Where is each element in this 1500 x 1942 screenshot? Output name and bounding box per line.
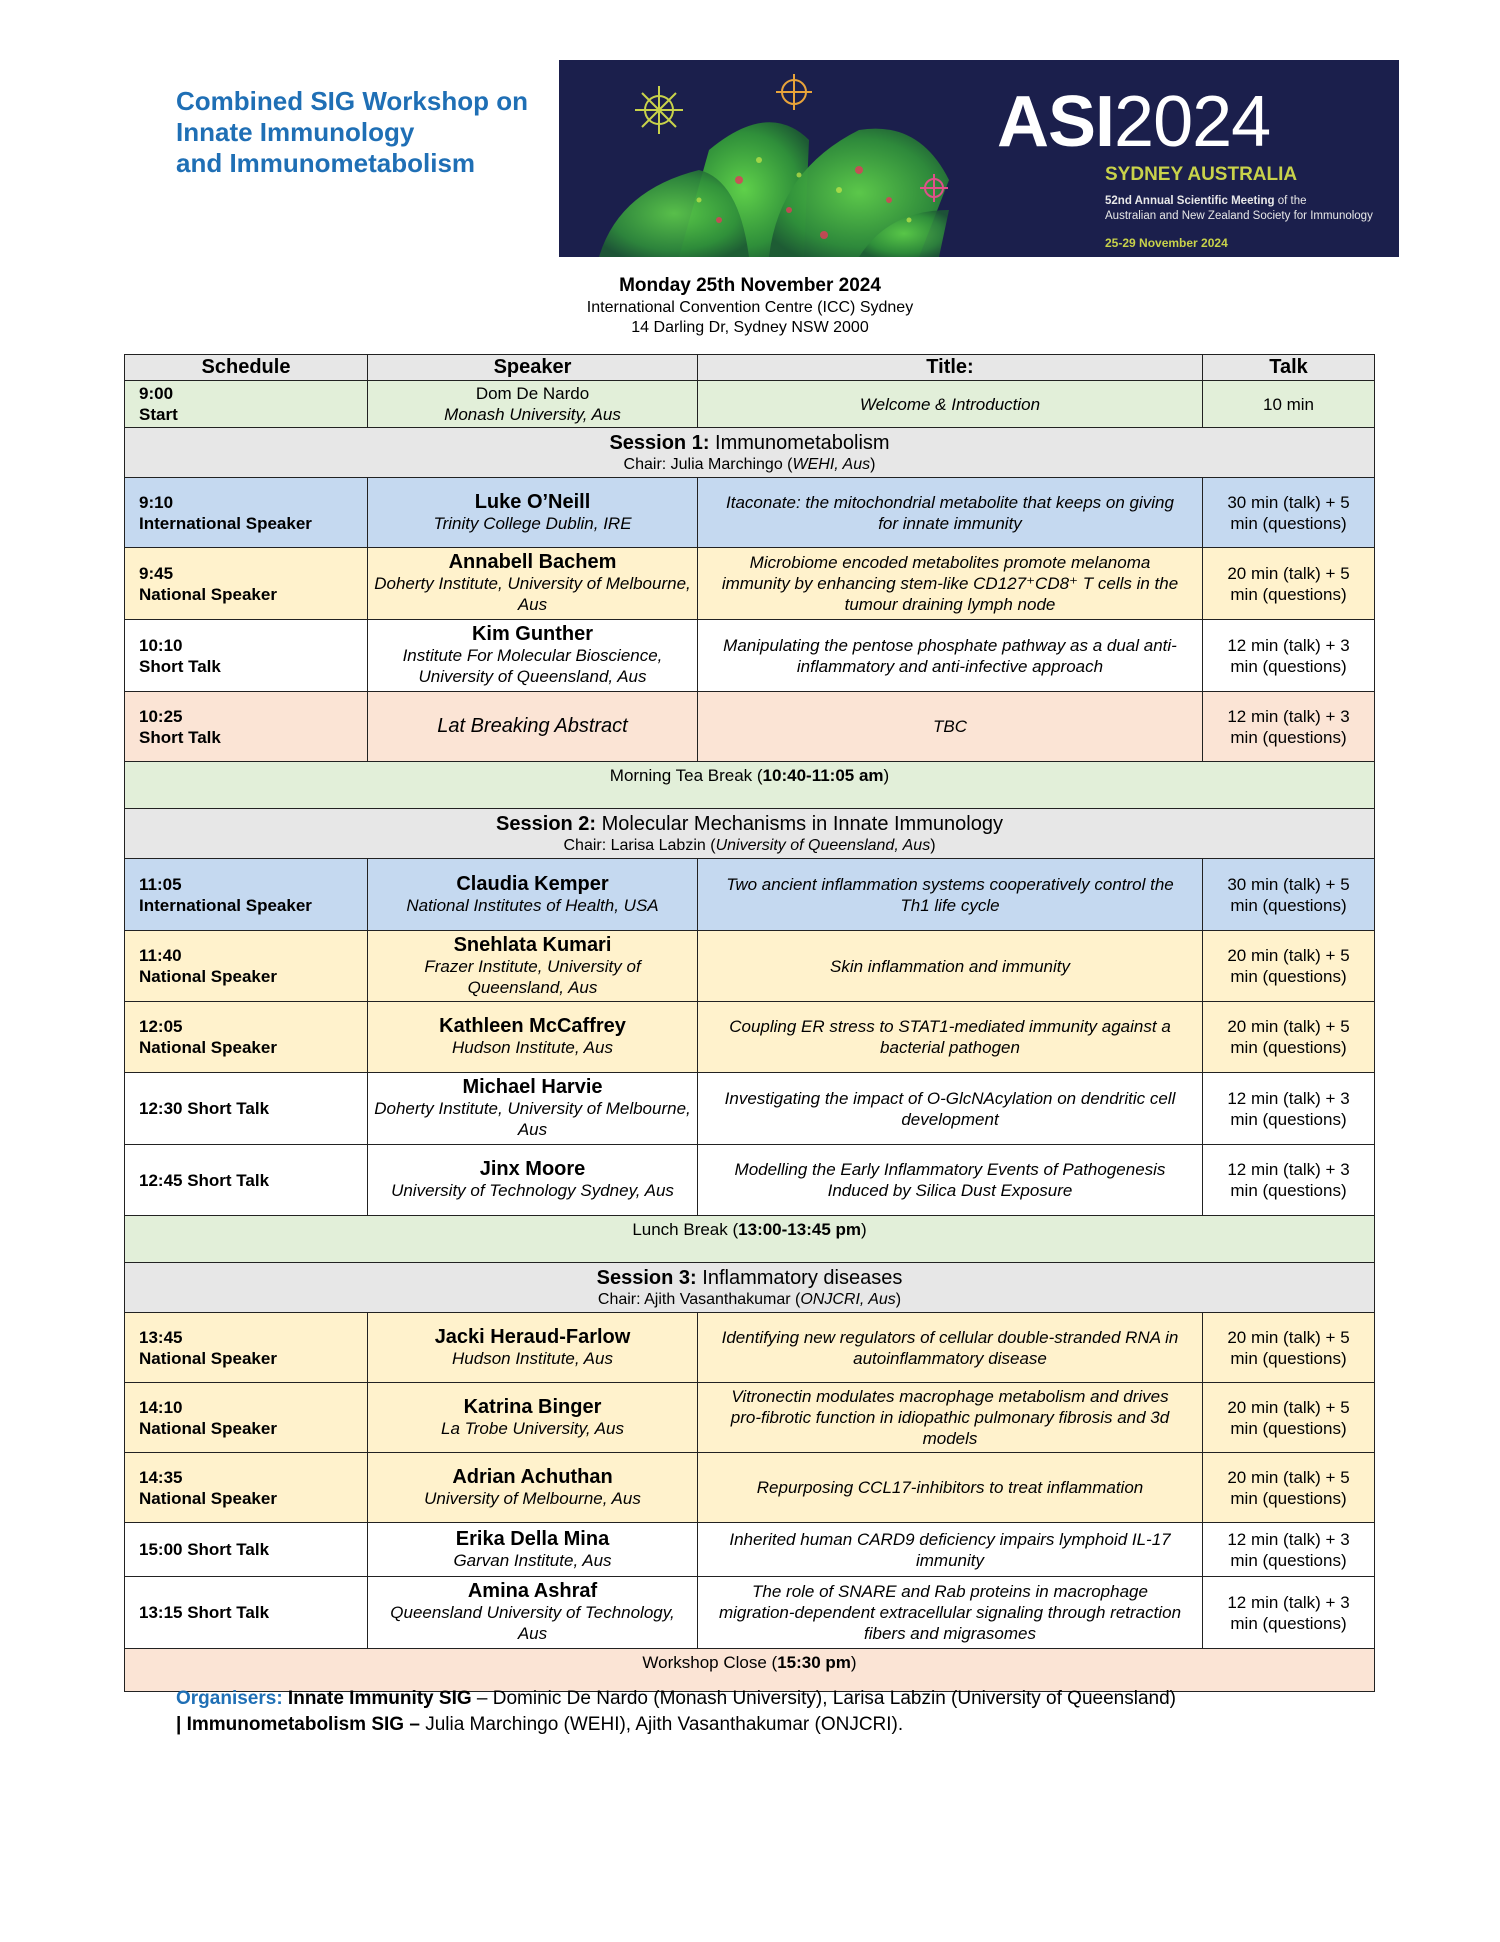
talk-duration: 20 min (talk) + 5 min (questions) (1203, 548, 1375, 620)
speaker-cell (368, 548, 698, 620)
banner-meeting-strong: 52nd Annual Scientific Meeting (1105, 195, 1275, 207)
table-row (125, 1073, 1375, 1145)
event-address: 14 Darling Dr, Sydney NSW 2000 (631, 319, 869, 336)
slot-role: Short Talk (139, 727, 221, 747)
talk-title: The role of SNARE and Rab proteins in macrophage migration-dependent extracellular signaling through retraction fibers and migrasomes (698, 1577, 1203, 1649)
speaker-cell (368, 1383, 698, 1453)
session-label: Session 3: (596, 1267, 697, 1289)
table-row (125, 478, 1375, 548)
table-header-row (125, 355, 1375, 381)
table-row (125, 381, 1375, 428)
session-label: Session 1: (609, 432, 710, 454)
table-row (125, 620, 1375, 692)
conference-banner (559, 60, 1399, 257)
speaker-cell (368, 692, 698, 762)
slot-time: 9:10 (139, 492, 174, 512)
speaker-name: Amina Ashraf (467, 1580, 598, 1602)
speaker-cell (368, 1577, 698, 1649)
chair-name: Chair: Julia Marchingo ( (623, 456, 793, 473)
speaker-cell (368, 1313, 698, 1383)
talk-duration: 30 min (talk) + 5 min (questions) (1203, 859, 1375, 931)
slot-time: 14:10 (139, 1397, 183, 1417)
session-cell (125, 809, 1375, 859)
schedule-cell (125, 548, 368, 620)
speaker-name: Annabell Bachem (448, 551, 617, 573)
speaker-cell (368, 381, 698, 428)
speaker-name: Kim Gunther (471, 623, 594, 645)
speaker-name: Erika Della Mina (455, 1527, 610, 1550)
talk-title: Investigating the impact of O-GlcNAcylation on dendritic cell development (698, 1073, 1203, 1145)
session-row (125, 428, 1375, 478)
speaker-cell (368, 1145, 698, 1216)
speaker-name: Katrina Binger (463, 1395, 602, 1418)
speaker-affiliation: Doherty Institute, University of Melbourne, Aus (374, 574, 691, 614)
table-row (125, 1577, 1375, 1649)
speaker-affiliation: Institute For Molecular Bioscience, University of Queensland, Aus (402, 646, 663, 686)
talk-title: Manipulating the pentose phosphate pathway as a dual anti-inflammatory and anti-infective approach (698, 620, 1203, 692)
speaker-name: Dom De Nardo (475, 384, 590, 403)
workshop-title (176, 86, 556, 179)
banner-society: Australian and New Zealand Society for Immunology (1105, 210, 1373, 222)
talk-title: TBC (698, 692, 1203, 762)
table-row (125, 1383, 1375, 1453)
schedule-cell (125, 620, 368, 692)
session-cell (125, 428, 1375, 478)
speaker-name: Jinx Moore (479, 1158, 586, 1180)
speaker-affiliation: Frazer Institute, University of Queensland, Aus (424, 956, 641, 997)
asi-brand (997, 82, 1270, 162)
schedule-cell (125, 1523, 368, 1577)
speaker-cell (368, 931, 698, 1002)
schedule-cell (125, 478, 368, 548)
speaker-name: Kathleen McCaffrey (439, 1015, 626, 1037)
talk-duration: 12 min (talk) + 3 min (questions) (1203, 1145, 1375, 1216)
talk-duration: 12 min (talk) + 3 min (questions) (1203, 1523, 1375, 1577)
speaker-cell (368, 1002, 698, 1073)
organisers-note (176, 1686, 1396, 1738)
slot-time: 14:35 (139, 1467, 183, 1487)
organisers-sig2: | Immunometabolism SIG – (176, 1714, 420, 1735)
chair-close: ) (895, 1291, 902, 1308)
session-cell (125, 1263, 1375, 1313)
speaker-affiliation: National Institutes of Health, USA (406, 895, 659, 915)
talk-title: Skin inflammation and immunity (698, 931, 1203, 1002)
slot-role: International Speaker (139, 513, 312, 533)
break-time: 10:40-11:05 am (762, 766, 884, 785)
session-heading (125, 812, 1374, 836)
talk-duration: 20 min (talk) + 5 min (questions) (1203, 1383, 1375, 1453)
talk-duration: 12 min (talk) + 3 min (questions) (1203, 620, 1375, 692)
talk-title: Coupling ER stress to STAT1-mediated immunity against a bacterial pathogen (698, 1002, 1203, 1073)
slot-role: National Speaker (139, 1418, 277, 1438)
workshop-title-line: Combined SIG Workshop on (176, 86, 528, 116)
schedule-cell (125, 381, 368, 428)
slot-time: 10:25 (139, 706, 183, 726)
chair-name: Chair: Ajith Vasanthakumar ( (597, 1291, 801, 1308)
workshop-title-line: Innate Immunology (176, 117, 415, 147)
speaker-affiliation: La Trobe University, Aus (441, 1418, 624, 1438)
talk-title: Vitronectin modulates macrophage metabolism and drives pro-fibrotic function in idiopathic pulmonary fibrosis and 3d models (698, 1383, 1203, 1453)
speaker-name: Luke O’Neill (474, 490, 591, 513)
break-cell (125, 762, 1375, 809)
talk-duration: 20 min (talk) + 5 min (questions) (1203, 1453, 1375, 1523)
session-heading (125, 1266, 1374, 1290)
break-cell (125, 1216, 1375, 1263)
schedule-cell (125, 1577, 368, 1649)
header-schedule: Schedule (125, 355, 368, 381)
header-talk: Talk (1203, 355, 1375, 381)
brand-strong: ASI (997, 82, 1115, 162)
slot-time: 12:45 Short Talk (139, 1170, 270, 1190)
session-topic: Molecular Mechanisms in Innate Immunology (596, 813, 1003, 835)
schedule-cell (125, 1453, 368, 1523)
speaker-cell (368, 859, 698, 931)
break-row (125, 762, 1375, 809)
talk-title: Inherited human CARD9 deficiency impairs lymphoid IL-17 immunity (698, 1523, 1203, 1577)
banner-meeting (1105, 195, 1307, 207)
talk-duration: 10 min (1203, 381, 1375, 428)
slot-role: National Speaker (139, 1348, 277, 1368)
break-time: 13:00-13:45 pm (738, 1220, 861, 1239)
slot-time: 9:00 (139, 384, 174, 403)
chair-close: ) (930, 837, 936, 854)
speaker-cell (368, 1453, 698, 1523)
slot-time: 15:00 Short Talk (139, 1540, 270, 1559)
slot-time: 9:45 (139, 563, 174, 583)
speaker-cell (368, 478, 698, 548)
talk-duration: 30 min (talk) + 5 min (questions) (1203, 478, 1375, 548)
table-row (125, 1313, 1375, 1383)
header-title: Title: (698, 355, 1203, 381)
session-topic: Immunometabolism (709, 432, 890, 454)
schedule-cell (125, 1313, 368, 1383)
schedule-cell (125, 1002, 368, 1073)
speaker-name: Michael Harvie (462, 1076, 603, 1098)
speaker-affiliation: Hudson Institute, Aus (452, 1348, 613, 1368)
slot-time: 12:05 (139, 1017, 183, 1036)
table-row (125, 1002, 1375, 1073)
organisers-sig2-people: Julia Marchingo (WEHI), Ajith Vasanthakumar (ONJCRI). (419, 1714, 904, 1735)
schedule-cell (125, 1145, 368, 1216)
break-label: Workshop Close ( (642, 1653, 778, 1672)
workshop-title-line: and Immunometabolism (176, 148, 476, 178)
session-row (125, 809, 1375, 859)
schedule-table (124, 354, 1375, 1692)
speaker-affiliation: University of Melbourne, Aus (424, 1488, 641, 1508)
table-row (125, 931, 1375, 1002)
talk-duration: 12 min (talk) + 3 min (questions) (1203, 692, 1375, 762)
talk-title: Repurposing CCL17-inhibitors to treat inflammation (698, 1453, 1203, 1523)
speaker-name: Adrian Achuthan (452, 1465, 613, 1488)
break-close: ) (850, 1653, 857, 1672)
talk-title: Itaconate: the mitochondrial metabolite that keeps on giving for innate immunity (698, 478, 1203, 548)
session-row (125, 1263, 1375, 1313)
table-row (125, 548, 1375, 620)
speaker-name: Claudia Kemper (456, 872, 609, 895)
table-row (125, 692, 1375, 762)
slot-role: National Speaker (139, 1488, 277, 1508)
talk-title: Microbiome encoded metabolites promote melanoma immunity by enhancing stem-like CD127⁺CD8⁺ T cells in the tumour draining lymph node (698, 548, 1203, 620)
talk-duration: 20 min (talk) + 5 min (questions) (1203, 1002, 1375, 1073)
speaker-affiliation: Queensland University of Technology, Aus (390, 1603, 675, 1643)
talk-title: Welcome & Introduction (698, 381, 1203, 428)
speaker-affiliation: Hudson Institute, Aus (452, 1038, 613, 1057)
session-chair (125, 455, 1374, 474)
organisers-sig1: Innate Immunity SIG (282, 1688, 472, 1709)
session-label: Session 2: (496, 813, 597, 835)
slot-time: 11:05 (139, 874, 182, 894)
slot-role: Short Talk (139, 656, 221, 676)
chair-institution: University of Queensland, Aus (715, 837, 931, 854)
schedule-cell (125, 931, 368, 1002)
talk-duration: 20 min (talk) + 5 min (questions) (1203, 1313, 1375, 1383)
chair-institution: ONJCRI, Aus (800, 1291, 896, 1308)
header-speaker: Speaker (368, 355, 698, 381)
break-close: ) (861, 1220, 867, 1239)
speaker-affiliation: Doherty Institute, University of Melbourne, Aus (374, 1099, 691, 1139)
table-row (125, 859, 1375, 931)
chair-institution: WEHI, Aus (792, 456, 871, 473)
event-date: Monday 25th November 2024 (619, 275, 881, 296)
slot-role: Start (139, 405, 178, 424)
break-row (125, 1216, 1375, 1263)
break-time: 15:30 pm (777, 1653, 851, 1672)
slot-role: National Speaker (139, 967, 277, 986)
talk-duration: 20 min (talk) + 5 min (questions) (1203, 931, 1375, 1002)
session-chair (125, 836, 1374, 855)
talk-duration: 12 min (talk) + 3 min (questions) (1203, 1073, 1375, 1145)
schedule-cell (125, 1073, 368, 1145)
brand-year: 2024 (1114, 82, 1271, 162)
speaker-cell (368, 1073, 698, 1145)
slot-time: 11:40 (139, 946, 182, 965)
talk-title: Identifying new regulators of cellular double-stranded RNA in autoinflammatory disease (698, 1313, 1203, 1383)
talk-title: Modelling the Early Inflammatory Events of Pathogenesis Induced by Silica Dust Exposure (698, 1145, 1203, 1216)
speaker-affiliation: Garvan Institute, Aus (453, 1550, 612, 1570)
speaker-cell (368, 620, 698, 692)
table-row (125, 1145, 1375, 1216)
schedule-cell (125, 692, 368, 762)
event-venue: International Convention Centre (ICC) Sydney (586, 299, 914, 316)
event-info (0, 274, 1500, 338)
speaker-cell (368, 1523, 698, 1577)
speaker-affiliation: Trinity College Dublin, IRE (433, 513, 632, 533)
break-label: Morning Tea Break ( (609, 766, 763, 785)
schedule-cell (125, 1383, 368, 1453)
speaker-affiliation: University of Technology Sydney, Aus (391, 1181, 674, 1200)
organisers-label: Organisers: (176, 1688, 283, 1709)
speaker-name: Snehlata Kumari (453, 933, 612, 956)
slot-role: National Speaker (139, 1038, 277, 1057)
talk-duration: 12 min (talk) + 3 min (questions) (1203, 1577, 1375, 1649)
chair-close: ) (870, 456, 876, 473)
banner-dates: 25-29 November 2024 (1105, 236, 1228, 250)
banner-meeting-rest: of the (1274, 195, 1307, 207)
speaker-name: Jacki Heraud-Farlow (434, 1325, 631, 1348)
organisers-sig1-people: – Dominic De Nardo (Monash University), Larisa Labzin (University of Queensland) (471, 1688, 1176, 1709)
slot-time: 10:10 (139, 635, 183, 655)
slot-role: National Speaker (139, 584, 277, 604)
slot-role: International Speaker (139, 895, 312, 915)
table-row (125, 1453, 1375, 1523)
speaker-affiliation: Monash University, Aus (444, 405, 621, 424)
slot-time: 13:15 Short Talk (139, 1603, 270, 1622)
break-close: ) (883, 766, 890, 785)
session-chair (125, 1290, 1374, 1309)
break-label: Lunch Break ( (632, 1220, 739, 1239)
opera-house-artwork (559, 60, 1399, 257)
table-row (125, 1523, 1375, 1577)
schedule-cell (125, 859, 368, 931)
banner-city: SYDNEY AUSTRALIA (1105, 164, 1298, 185)
session-heading (125, 431, 1374, 455)
talk-title: Two ancient inflammation systems cooperatively control the Th1 life cycle (698, 859, 1203, 931)
chair-name: Chair: Larisa Labzin ( (563, 837, 716, 854)
slot-time: 12:30 Short Talk (139, 1099, 270, 1118)
session-topic: Inflammatory diseases (696, 1267, 903, 1289)
speaker-name: Lat Breaking Abstract (437, 715, 628, 737)
slot-time: 13:45 (139, 1327, 183, 1347)
